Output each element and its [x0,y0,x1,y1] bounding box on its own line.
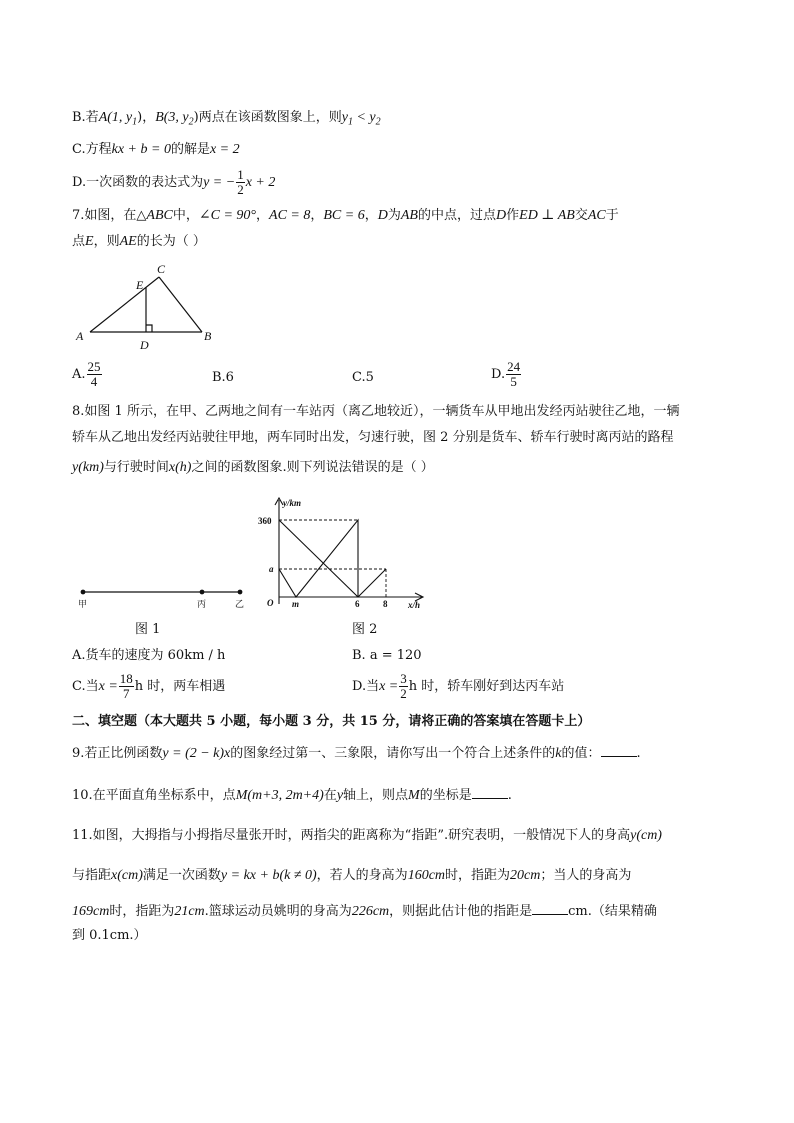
label-c: C [157,262,166,276]
q7-line-2: 点E，则AE的长为（ ） [72,234,206,249]
q7-option-c: C.5 [352,370,374,385]
q6-option-d: D.一次函数的表达式为y = − $\frac{1}{2}$ x + 2 [72,167,276,197]
q11-line-1: 11.如图，大拇指与小拇指尽量张开时，两指尖的距离称为“指距”.研究表明，一般情况下人的身高y(cm) [72,828,662,843]
truck-graph [279,520,386,597]
y-axis-label: y/km [283,498,301,508]
label-jia: 甲 [78,599,88,609]
q7-option-d: D. $\frac{24}{5}$ [491,359,521,389]
q8-option-c: C.当x = $\frac{18}{7}$ h 时，两车相遇 [72,671,226,701]
q6-option-b: B.若A(1, $y_1$)，B(3, $y_2$)两点在该函数图象上，则$y_1 < y_2$ [72,110,381,128]
q6-option-c: C.方程kx + b = 0的解是x = 2 [72,142,240,157]
label-bing: 丙 [197,599,207,609]
answer-blank [472,786,508,799]
answer-blank [601,744,637,757]
q7-option-b: B.6 [212,370,234,385]
side-ac [90,277,159,332]
q8-figure-1 [72,584,252,614]
q11-line-4: 到 0.1cm.） [72,928,147,943]
q8-figure-1-caption: 图 1 [135,622,161,637]
tick-6: 6 [355,599,360,609]
label-e: E [136,278,144,292]
label-b: B [204,329,212,343]
q8-line-2: 轿车从乙地出发经丙站驶往甲地，两车同时出发，匀速行驶，图 2 分别是货车、轿车行驶时离丙站的路程 [72,430,674,445]
q7-line-1: 7.如图，在△ABC中，∠C = 90°，AC = 8，BC = 6，D为AB的中点，过点D作ED ⊥ AB交AC于 [72,208,619,223]
q7-option-a: A. $\frac{25}{4}$ [72,359,101,389]
x-axis-label: x/h [408,600,421,610]
q8-figure-2 [250,494,435,614]
tick-m: m [292,599,300,609]
answer-blank [532,902,568,915]
tick-8: 8 [383,599,388,609]
q8-option-a: A.货车的速度为 60km / h [72,648,226,663]
section-2-heading: 二、填空题（本大题共 5 小题，每小题 3 分，共 15 分，请将正确的答案填在答题卡上） [72,714,591,729]
q10: 10.在平面直角坐标系中，点M(m+3, 2m+4)在y轴上，则点M的坐标是 . [72,788,512,803]
q8-line-1: 8.如图 1 所示，在甲、乙两地之间有一车站丙（离乙地较近），一辆货车从甲地出发经丙站驶往乙地，一辆 [72,404,680,419]
q8-line-3: y(km)与行驶时间x(h)之间的函数图象.则下列说法错误的是（ ） [72,460,434,475]
origin-label: O [267,598,274,608]
fraction: $\frac{1}{2}$ [237,167,244,197]
label-d: D [140,338,149,350]
q8-figure-2-caption: 图 2 [352,622,378,637]
q11-line-3: 169cm时，指距为21cm.篮球运动员姚明的身高为226cm，则据此估计他的指距是 cm.（结果精确 [72,904,657,919]
label-yi: 乙 [235,599,245,609]
q9: 9.若正比例函数y = (2 − k)x的图象经过第一、三象限，请你写出一个符合上述条件的k的值： . [72,746,641,761]
q11-line-2: 与指距x(cm)满足一次函数y = kx + b(k ≠ 0)，若人的身高为160cm时，指距为20cm；当人的身高为 [72,868,632,883]
q8-option-b: B. a = 120 [352,648,422,663]
side-bc [159,277,202,332]
tick-a: a [269,564,274,574]
q7-triangle-figure [72,262,222,350]
right-angle-mark [146,325,152,332]
tick-360: 360 [258,516,272,526]
q8-option-d: D.当x = $\frac{3}{2}$ h 时，轿车刚好到达丙车站 [352,671,565,701]
label-a: A [76,329,84,343]
